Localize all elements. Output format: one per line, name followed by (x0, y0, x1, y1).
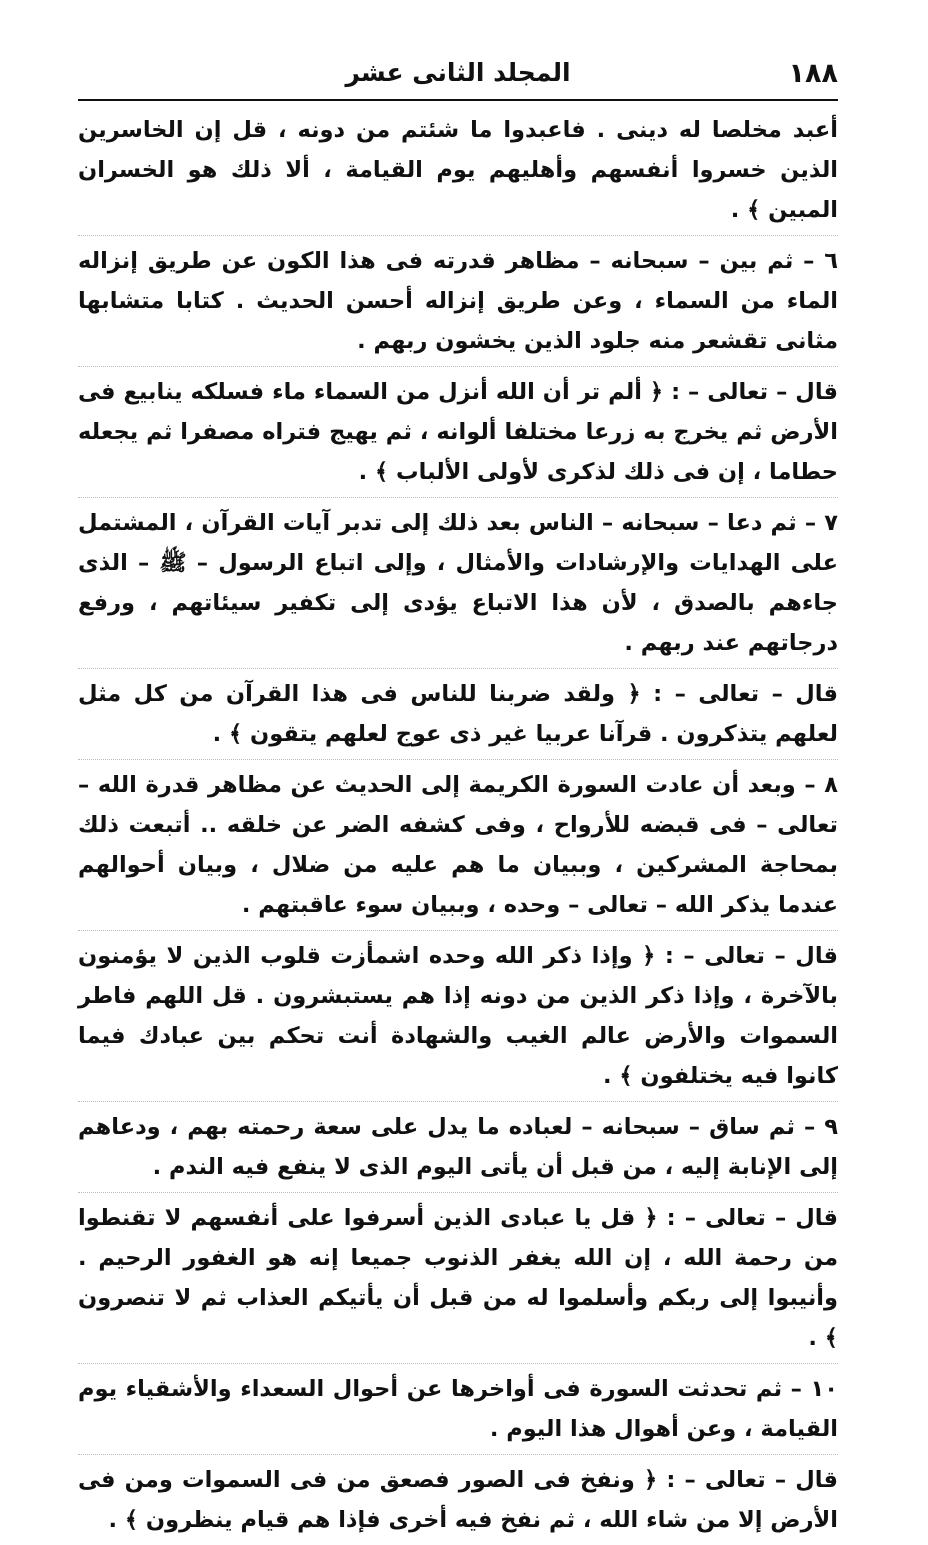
paragraph-5: قال – تعالى – : ﴿ ولقد ضربنا للناس فى هذا القرآن من كل مثل لعلهم يتذكرون . قرآنا عربيا غير ذى عوج لعلهم يتقون ﴾ . (78, 681, 838, 747)
paragraph-divider (78, 235, 838, 236)
page-number: ١٨٨ (788, 58, 838, 89)
paragraph-divider (78, 930, 838, 931)
paragraph-2: ٦ – ثم بين – سبحانه – مظاهر قدرته فى هذا الكون عن طريق إنزاله الماء من السماء ، وعن طريق إنزاله أحسن الحديث . كتابا متشابها مثانى تقشعر منه جلود الذين يخشون ربهم . (78, 248, 838, 354)
paragraph-8: ٩ – ثم ساق – سبحانه – لعباده ما يدل على سعة رحمته بهم ، ودعاهم إلى الإنابة إليه ، من قبل أن يأتى اليوم الذى لا ينفع فيه الندم . (78, 1114, 838, 1180)
paragraph-9: قال – تعالى – : ﴿ قل يا عبادى الذين أسرفوا على أنفسهم لا تقنطوا من رحمة الله ، إن الله يغفر الذنوب جميعا إنه هو الغفور الرحيم . وأنيبوا إلى ربكم وأسلموا له من قبل أن يأتيكم العذاب ثم لا تنصرون ﴾ . (78, 1205, 838, 1351)
volume-title: المجلد الثانى عشر (345, 58, 571, 87)
paragraph-divider (78, 366, 838, 367)
paragraph-11: قال – تعالى – : ﴿ ونفخ فى الصور فصعق من فى السموات ومن فى الأرض إلا من شاء الله ، ثم نفخ فيه أخرى فإذا هم قيام ينظرون ﴾ . (78, 1467, 838, 1533)
paragraph-7: قال – تعالى – : ﴿ وإذا ذكر الله وحده اشمأزت قلوب الذين لا يؤمنون بالآخرة ، وإذا ذكر الذين من دونه إذا هم يستبشرون . قل اللهم فاطر السموات والأرض عالم الغيب والشهادة أنت تحكم بين عبادك فيما كانوا فيه يختلفون ﴾ . (78, 943, 838, 1089)
paragraph-divider (78, 1363, 838, 1364)
paragraph-divider (78, 668, 838, 669)
paragraph-4: ٧ – ثم دعا – سبحانه – الناس بعد ذلك إلى تدبر آيات القرآن ، المشتمل على الهدايات والإرشادات والأمثال ، وإلى اتباع الرسول – ﷺ – الذى جاءهم بالصدق ، لأن هذا الاتباع يؤدى إلى تكفير سيئاتهم ، ورفع درجاتهم عند ربهم . (78, 510, 838, 656)
page-header (78, 52, 838, 92)
paragraph-10: ١٠ – ثم تحدثت السورة فى أواخرها عن أحوال السعداء والأشقياء يوم القيامة ، وعن أهوال هذا اليوم . (78, 1376, 838, 1442)
paragraph-divider (78, 497, 838, 498)
paragraph-divider (78, 1192, 838, 1193)
paragraph-6: ٨ – وبعد أن عادت السورة الكريمة إلى الحديث عن مظاهر قدرة الله – تعالى – فى قبضه للأرواح ، وفى كشفه الضر عن خلقه .. أتبعت ذلك بمحاجة المشركين ، وببيان ما هم عليه من ضلال ، وبيان أحوالهم عندما يذكر الله – تعالى – وحده ، وببيان سوء عاقبتهم . (78, 772, 838, 918)
header-rule (78, 99, 838, 101)
paragraph-1: أعبد مخلصا له دينى . فاعبدوا ما شئتم من دونه ، قل إن الخاسرين الذين خسروا أنفسهم وأهليهم يوم القيامة ، ألا ذلك هو الخسران المبين ﴾ . (78, 117, 838, 223)
paragraph-3: قال – تعالى – : ﴿ ألم تر أن الله أنزل من السماء ماء فسلكه ينابيع فى الأرض ثم يخرج به زرعا مختلفا ألوانه ، ثم يهيج فتراه مصفرا ثم يجعله حطاما ، إن فى ذلك لذكرى لأولى الألباب ﴾ . (78, 379, 838, 485)
paragraph-divider (78, 759, 838, 760)
paragraph-divider (78, 1454, 838, 1455)
body-text (78, 110, 838, 1545)
paragraph-divider (78, 1101, 838, 1102)
